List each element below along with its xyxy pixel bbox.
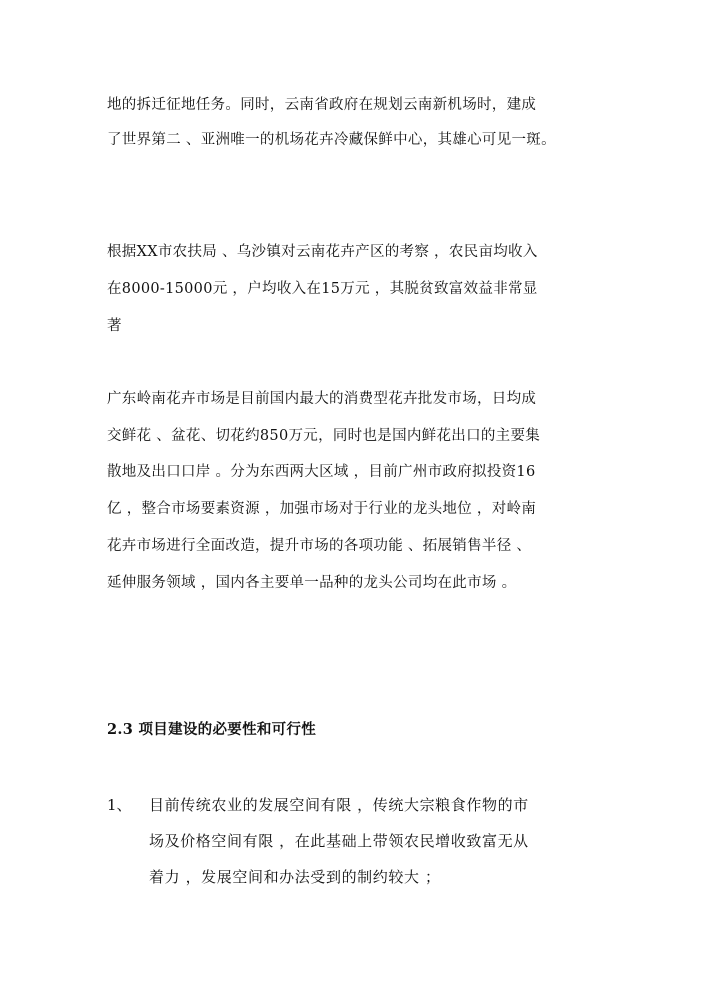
paragraph-3-line-4: 亿 ，整合市场要素资源 ，加强市场对于行业的龙头地位 ，对岭南: [107, 501, 537, 517]
paragraph-2-line-3: 著: [107, 318, 122, 334]
paragraph-3-line-1: 广东岭南花卉市场是目前国内最大的消费型花卉批发市场，日均成: [107, 391, 537, 407]
section-heading: 2.3 项目建设的必要性和可行性: [107, 721, 317, 738]
paragraph-3-line-6: 延伸服务领域 ，国内各主要单一品种的龙头公司均在此市场 。: [107, 575, 517, 591]
paragraph-1-line-1: 地的拆迁征地任务。同时，云南省政府在规划云南新机场时，建成: [107, 97, 537, 113]
paragraph-2-line-1: 根据XX市农扶局 、乌沙镇对云南花卉产区的考察 ，农民亩均收入: [107, 244, 538, 260]
paragraph-3-line-2: 交鲜花 、盆花、切花约850万元，同时也是国内鲜花出口的主要集: [107, 428, 541, 444]
list-item-1-number: 1、: [107, 796, 132, 814]
paragraph-2-line-2: 在8000-15000元 ，户均收入在15万元 ，其脱贫致富效益非常显: [107, 281, 538, 297]
paragraph-1-line-2: 了世界第二 、亚洲唯一的机场花卉冷藏保鲜中心，其雄心可见一斑。: [107, 132, 556, 148]
paragraph-3-line-5: 花卉市场进行全面改造，提升市场的各项功能 、拓展销售半径 、: [107, 538, 532, 554]
list-item-1-line-2: 场及价格空间有限 ，在此基础上带领农民增收致富无从: [149, 832, 529, 850]
paragraph-3-line-3: 散地及出口口岸 。分为东西两大区域 ，目前广州市政府拟投资16: [107, 464, 536, 480]
list-item-1-line-1: 目前传统农业的发展空间有限 ，传统大宗粮食作物的市: [149, 796, 529, 814]
list-item-1-line-3: 着力 ，发展空间和办法受到的制约较大 ；: [149, 868, 441, 886]
